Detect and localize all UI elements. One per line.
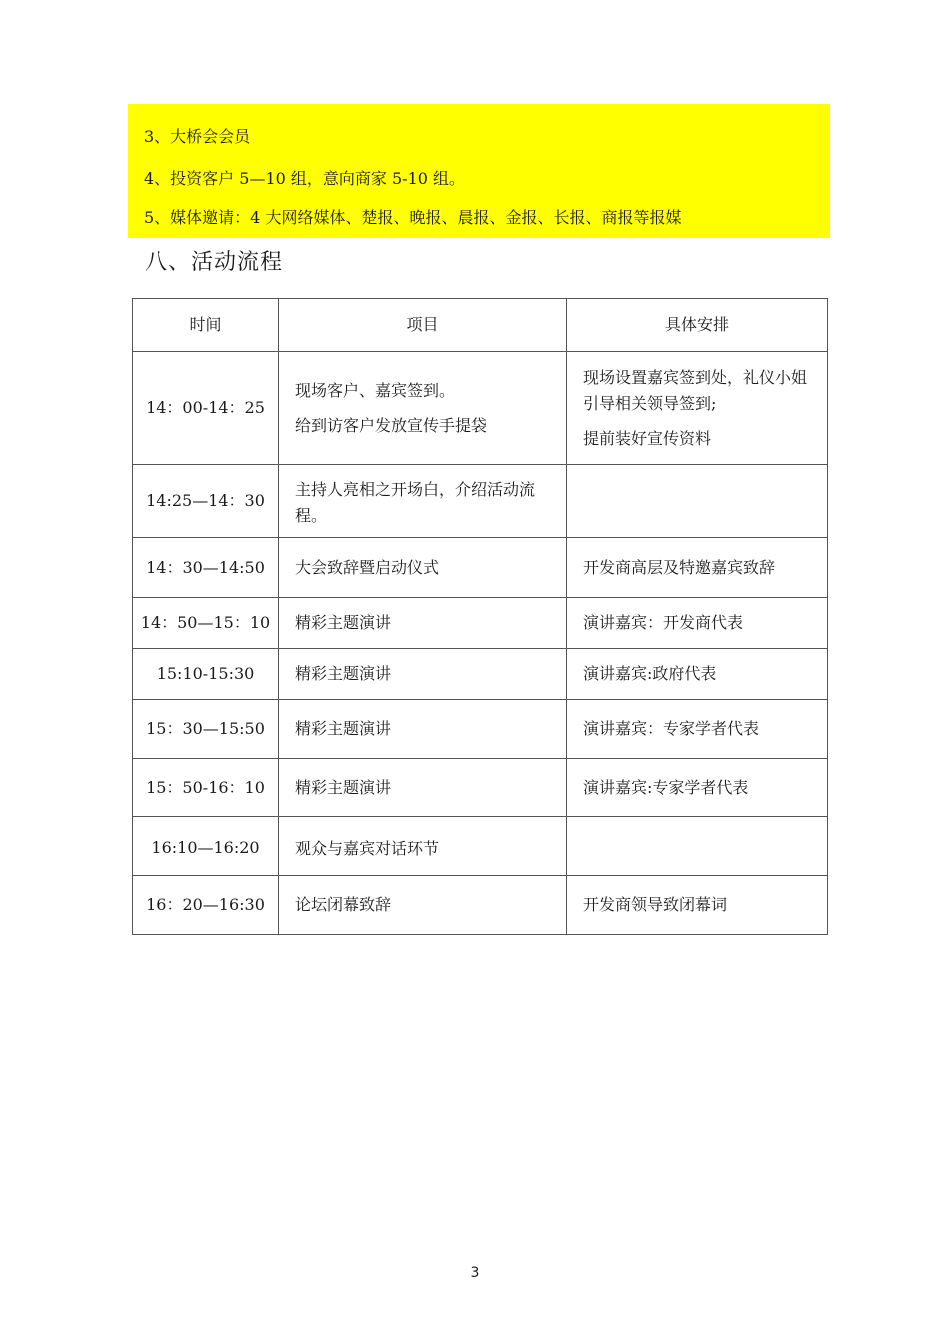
detail-text: 演讲嘉宾:政府代表	[583, 664, 717, 683]
detail-text: 开发商高层及特邀嘉宾致辞	[583, 557, 776, 577]
detail-cell	[567, 817, 828, 876]
time-cell: 15：50-16：10	[133, 759, 279, 817]
detail-cell	[567, 352, 828, 465]
item-text: 精彩主题演讲	[295, 719, 392, 738]
attendee-line-3: 3、大桥会会员	[144, 127, 251, 146]
time-cell: 15：30—15:50	[133, 700, 279, 759]
item-text: 精彩主题演讲	[295, 664, 392, 683]
table-row	[133, 876, 828, 935]
item-cell	[279, 817, 567, 876]
detail-cell	[567, 876, 828, 935]
attendee-line-4: 4、投资客户 5—10 组，意向商家 5-10 组。	[144, 169, 466, 188]
header-time: 时间	[133, 299, 279, 352]
table-row	[133, 649, 828, 700]
header-detail: 具体安排	[567, 299, 828, 352]
schedule-table	[132, 298, 828, 935]
page-number: 3	[470, 1265, 480, 1281]
time-cell: 14：50—15：10	[133, 598, 279, 649]
table-row	[133, 700, 828, 759]
detail-text: 开发商领导致闭幕词	[583, 895, 728, 914]
detail-cell	[567, 538, 828, 598]
item-text: 精彩主题演讲	[295, 613, 392, 632]
item-cell	[279, 352, 567, 465]
item-cell	[279, 759, 567, 817]
table-row	[133, 759, 828, 817]
section-heading: 八、活动流程	[145, 250, 284, 275]
item-cell	[279, 465, 567, 538]
table-row	[133, 598, 828, 649]
detail-text: 演讲嘉宾：开发商代表	[583, 613, 744, 632]
detail-cell	[567, 465, 828, 538]
table-row	[133, 352, 828, 465]
item-cell	[279, 700, 567, 759]
schedule-header-row	[133, 299, 828, 352]
item-text: 大会致辞暨启动仪式	[295, 557, 440, 577]
detail-cell	[567, 649, 828, 700]
item-text: 论坛闭幕致辞	[295, 895, 392, 914]
detail-cell	[567, 700, 828, 759]
time-cell: 16：20—16:30	[133, 876, 279, 935]
item-text: 观众与嘉宾对话环节	[295, 839, 440, 858]
time-cell: 14:25—14：30	[133, 465, 279, 538]
item-text: 主持人亮相之开场白，介绍活动流程。	[295, 480, 536, 525]
item-text: 现场客户、嘉宾签到。	[295, 380, 456, 400]
time-cell: 14：00-14：25	[133, 352, 279, 465]
item-cell	[279, 876, 567, 935]
item-text: 给到访客户发放宣传手提袋	[295, 415, 488, 435]
detail-text: 演讲嘉宾:专家学者代表	[583, 777, 749, 797]
attendee-line-5: 5、媒体邀请：4 大网络媒体、楚报、晚报、晨报、金报、长报、商报等报媒	[144, 208, 682, 227]
table-row	[133, 465, 828, 538]
time-cell: 15:10-15:30	[133, 649, 279, 700]
item-text: 精彩主题演讲	[295, 777, 392, 797]
time-cell: 14：30—14:50	[133, 538, 279, 598]
table-row	[133, 817, 828, 876]
highlighted-attendee-list	[128, 104, 830, 238]
item-cell	[279, 538, 567, 598]
time-cell: 16:10—16:20	[133, 817, 279, 876]
detail-text: 现场设置嘉宾签到处，礼仪小姐引导相关领导签到;	[583, 367, 808, 413]
table-row	[133, 538, 828, 598]
detail-cell	[567, 759, 828, 817]
detail-text: 演讲嘉宾：专家学者代表	[583, 719, 760, 738]
header-item: 项目	[279, 299, 567, 352]
detail-cell	[567, 598, 828, 649]
detail-text: 提前装好宣传资料	[583, 428, 712, 448]
item-cell	[279, 649, 567, 700]
item-cell	[279, 598, 567, 649]
